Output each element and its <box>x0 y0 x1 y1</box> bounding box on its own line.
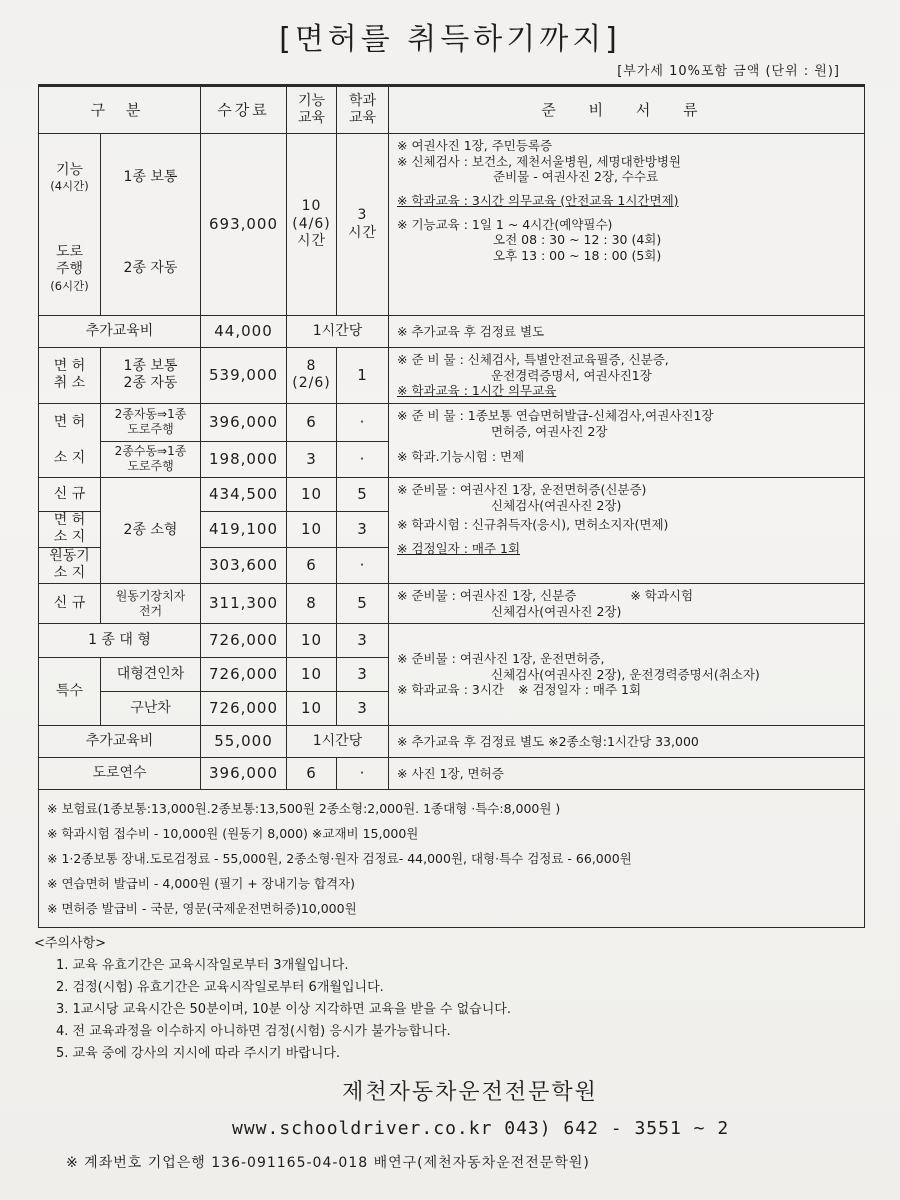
table-row <box>39 348 865 404</box>
caution-item: 3. 1교시당 교육시간은 50분이며, 10분 이상 지각하면 교육을 받을 수 없습니다. <box>56 1002 511 1017</box>
doc-line: ※ 여권사진 1장, 주민등록증 <box>397 138 553 153</box>
special-license: 특수 <box>39 658 101 726</box>
documents-cell <box>389 134 865 316</box>
label-skill: 기능 <box>55 161 84 178</box>
school-hours-cell: 1 <box>337 348 389 404</box>
fee-cell: 726,000 <box>201 692 287 726</box>
fee-cell: 396,000 <box>201 403 287 441</box>
table-row <box>39 477 865 511</box>
fee-note-line: ※ 연습면허 발급비 - 4,000원 (필기 + 장내기능 합격자) <box>47 876 356 892</box>
license-holder-a: 면 허 <box>39 403 101 441</box>
vat-note: [부가세 10%포함 금액 (단위 : 원)] <box>617 64 840 79</box>
table-header-row <box>39 86 865 134</box>
table-row <box>39 790 865 928</box>
caution-item: 1. 교육 유효기간은 교육시작일로부터 3개월입니다. <box>56 958 349 973</box>
table-row <box>39 134 865 222</box>
skill-hours-cell: 6 <box>287 403 337 441</box>
school-hours-cell: 3 <box>337 692 389 726</box>
road-note: ※ 사진 1장, 면허증 <box>389 758 865 790</box>
doc-line: 신체검사(여권사진 2장) <box>491 603 622 619</box>
doc-line: ※ 학과시험 : 신규취득자(응시), 면허소지자(면제) <box>397 517 669 533</box>
website-phone: www.schooldriver.co.kr 043) 642 - 3551 ~ 2 <box>232 1118 730 1139</box>
license-holder: 면 허 소 지 <box>39 511 101 547</box>
header-fee: 수강료 <box>201 86 287 134</box>
conversion-manual-to-1: 2종수동⇒1종 도로주행 <box>101 441 201 477</box>
extra-fee-label: 추가교육비 <box>39 726 201 758</box>
doc-line: ※ 준 비 물 : 1종보통 연습면허발급-신체검사,여권사진1장 <box>397 407 714 423</box>
skill-hours-cell: 8 <box>287 583 337 623</box>
class-tractor: 대형견인차 <box>101 658 201 692</box>
doc-line: ※ 학과교육 : 3시간 의무교육 (안전교육 1시간면제) <box>397 192 679 208</box>
header-skill-edu: 기능 교육 <box>287 86 337 134</box>
school-hours-cell: 3 <box>337 658 389 692</box>
fee-cell: 396,000 <box>201 758 287 790</box>
caution-section <box>34 934 511 1064</box>
table-row <box>39 624 865 658</box>
label-skill-hours: (4시간) <box>50 179 89 194</box>
doc-line: ※ 학과교육 : 1시간 의무교육 <box>397 383 557 399</box>
fee-note-line: ※ 학과시험 접수비 - 10,000원 (원동기 8,000) ※교재비 15,000원 <box>47 826 419 842</box>
skill-hours-cell: 10 <box>287 477 337 511</box>
table-row <box>39 583 865 623</box>
fee-note-line: ※ 보험료(1종보통:13,000원.2종보통:13,500원 2종소형:2,000원. 1종대형 ·특수:8,000원 ) <box>47 801 561 817</box>
doc-line: 오후 13 : 00 ~ 18 : 00 (5회) <box>493 247 662 263</box>
school-hours-cell: · <box>337 441 389 477</box>
class-motorbike: 원동기장치자 전거 <box>101 583 201 623</box>
skill-hours-cell: 6 <box>287 758 337 790</box>
school-hours-cell: 3 <box>337 624 389 658</box>
table-row <box>39 726 865 758</box>
license-type-road <box>39 222 101 316</box>
doc-line: ※ 준비물 : 여권사진 1장, 운전면허증, <box>397 651 605 667</box>
documents-cell <box>389 624 865 726</box>
extra-note: ※ 추가교육 후 검정료 별도 <box>389 316 865 348</box>
fee-cell: 198,000 <box>201 441 287 477</box>
extra-unit: 1시간당 <box>287 316 389 348</box>
class-wrecker: 구난차 <box>101 692 201 726</box>
license-holder-b: 소 지 <box>39 441 101 477</box>
caution-item: 2. 검정(시험) 유효기간은 교육시작일로부터 6개월입니다. <box>56 980 384 995</box>
school-hours-cell: · <box>337 547 389 583</box>
fee-cell: 419,100 <box>201 511 287 547</box>
extra-note: ※ 추가교육 후 검정료 별도 ※2종소형:1시간당 33,000 <box>389 726 865 758</box>
documents-cell <box>389 348 865 404</box>
doc-line: 오전 08 : 30 ~ 12 : 30 (4회) <box>493 232 662 248</box>
caution-heading: <주의사항> <box>34 936 107 951</box>
class-1-regular: 1종 보통 <box>101 134 201 222</box>
new-applicant: 신 규 <box>39 477 101 511</box>
fee-cell: 693,000 <box>201 134 287 316</box>
bank-account: ※ 계좌번호 기업은행 136-091165-04-018 배연구(제천자동차운전전문학원) <box>66 1155 590 1171</box>
page-title: [면허를 취득하기까지] <box>279 22 621 57</box>
extra-fee: 55,000 <box>201 726 287 758</box>
school-hours-cell: 3 <box>337 511 389 547</box>
school-hours-cell: 5 <box>337 477 389 511</box>
doc-line: 신체검사(여권사진 2장) <box>491 497 622 513</box>
doc-line: 운전경력증명서, 여권사진1장 <box>491 367 652 383</box>
revoked-classes: 1종 보통 2종 자동 <box>101 348 201 404</box>
extra-unit: 1시간당 <box>287 726 389 758</box>
fee-cell: 726,000 <box>201 658 287 692</box>
fee-cell: 539,000 <box>201 348 287 404</box>
doc-line: ※ 검정일자 : 매주 1회 <box>397 540 521 556</box>
fee-note-line: ※ 면허증 발급비 - 국문, 영문(국제운전면허증)10,000원 <box>47 901 357 917</box>
fee-notes <box>39 790 865 928</box>
doc-line: ※ 준 비 물 : 신체검사, 특별안전교육필증, 신분증, <box>397 352 669 367</box>
doc-line: ※ 신체검사 : 보건소, 제천서울병원, 세명대한방병원 <box>397 153 681 169</box>
label-road: 도로 주행 <box>55 243 84 278</box>
skill-hours-cell: 10 (4/6) 시간 <box>287 134 337 316</box>
documents-cell <box>389 403 865 477</box>
doc-line: 신체검사(여권사진 2장), 운전경력증명서(취소자) <box>491 666 760 682</box>
skill-hours-cell: 3 <box>287 441 337 477</box>
school-hours-cell: 5 <box>337 583 389 623</box>
skill-hours-cell: 10 <box>287 692 337 726</box>
license-revoked: 면 허 취 소 <box>39 348 101 404</box>
doc-line: ※ 기능교육 : 1일 1 ~ 4시간(예약필수) <box>397 216 613 232</box>
fee-cell: 726,000 <box>201 624 287 658</box>
doc-line: 준비물 - 여권사진 2장, 수수료 <box>493 169 659 185</box>
road-training-label: 도로연수 <box>39 758 201 790</box>
school-hours-cell: · <box>337 403 389 441</box>
header-category: 구 분 <box>39 86 201 134</box>
license-type-skill <box>39 134 101 222</box>
fee-table <box>38 84 865 928</box>
doc-line: ※ 학과교육 : 3시간 ※ 검정일자 : 매주 1회 <box>397 682 642 698</box>
fee-cell: 303,600 <box>201 547 287 583</box>
skill-hours-cell: 10 <box>287 658 337 692</box>
skill-hours-cell: 6 <box>287 547 337 583</box>
header-school-edu: 학과 교육 <box>337 86 389 134</box>
caution-item: 4. 전 교육과정을 이수하지 아니하면 검정(시험) 응시가 불가능합니다. <box>56 1024 451 1039</box>
skill-hours-cell: 8 (2/6) <box>287 348 337 404</box>
skill-hours-cell: 10 <box>287 624 337 658</box>
caution-item: 5. 교육 중에 강사의 지시에 따라 주시기 바랍니다. <box>56 1046 341 1061</box>
doc-line: ※ 학과.기능시험 : 면제 <box>397 449 525 465</box>
class-2-small: 2종 소형 <box>101 477 201 583</box>
extra-fee: 44,000 <box>201 316 287 348</box>
conversion-auto-to-1: 2종자동⇒1종 도로주행 <box>101 403 201 441</box>
fee-cell: 434,500 <box>201 477 287 511</box>
school-name: 제천자동차운전전문학원 <box>342 1080 598 1105</box>
table-row <box>39 316 865 348</box>
school-hours-cell: · <box>337 758 389 790</box>
documents-cell <box>389 477 865 583</box>
doc-line: ※ 준비물 : 여권사진 1장, 신분증 ※ 학과시험 <box>397 587 694 603</box>
extra-fee-label: 추가교육비 <box>39 316 201 348</box>
table-row <box>39 758 865 790</box>
doc-line: ※ 준비물 : 여권사진 1장, 운전면허증(신분증) <box>397 481 647 497</box>
documents-cell <box>389 583 865 623</box>
class-1-large: 1 종 대 형 <box>39 624 201 658</box>
table-row <box>39 403 865 441</box>
fee-note-line: ※ 1·2종보통 장내.도로검정료 - 55,000원, 2종소형·원자 검정료- 44,000원, 대형·특수 검정료 - 66,000원 <box>47 851 632 867</box>
header-documents: 준 비 서 류 <box>389 86 865 134</box>
new-applicant: 신 규 <box>39 583 101 623</box>
doc-line: 면허증, 여권사진 2장 <box>491 423 608 439</box>
label-road-hours: (6시간) <box>50 278 89 293</box>
skill-hours-cell: 10 <box>287 511 337 547</box>
fee-cell: 311,300 <box>201 583 287 623</box>
class-2-auto: 2종 자동 <box>101 222 201 316</box>
motorbike-holder: 원동기 소 지 <box>39 547 101 583</box>
school-hours-cell: 3 시간 <box>337 134 389 316</box>
